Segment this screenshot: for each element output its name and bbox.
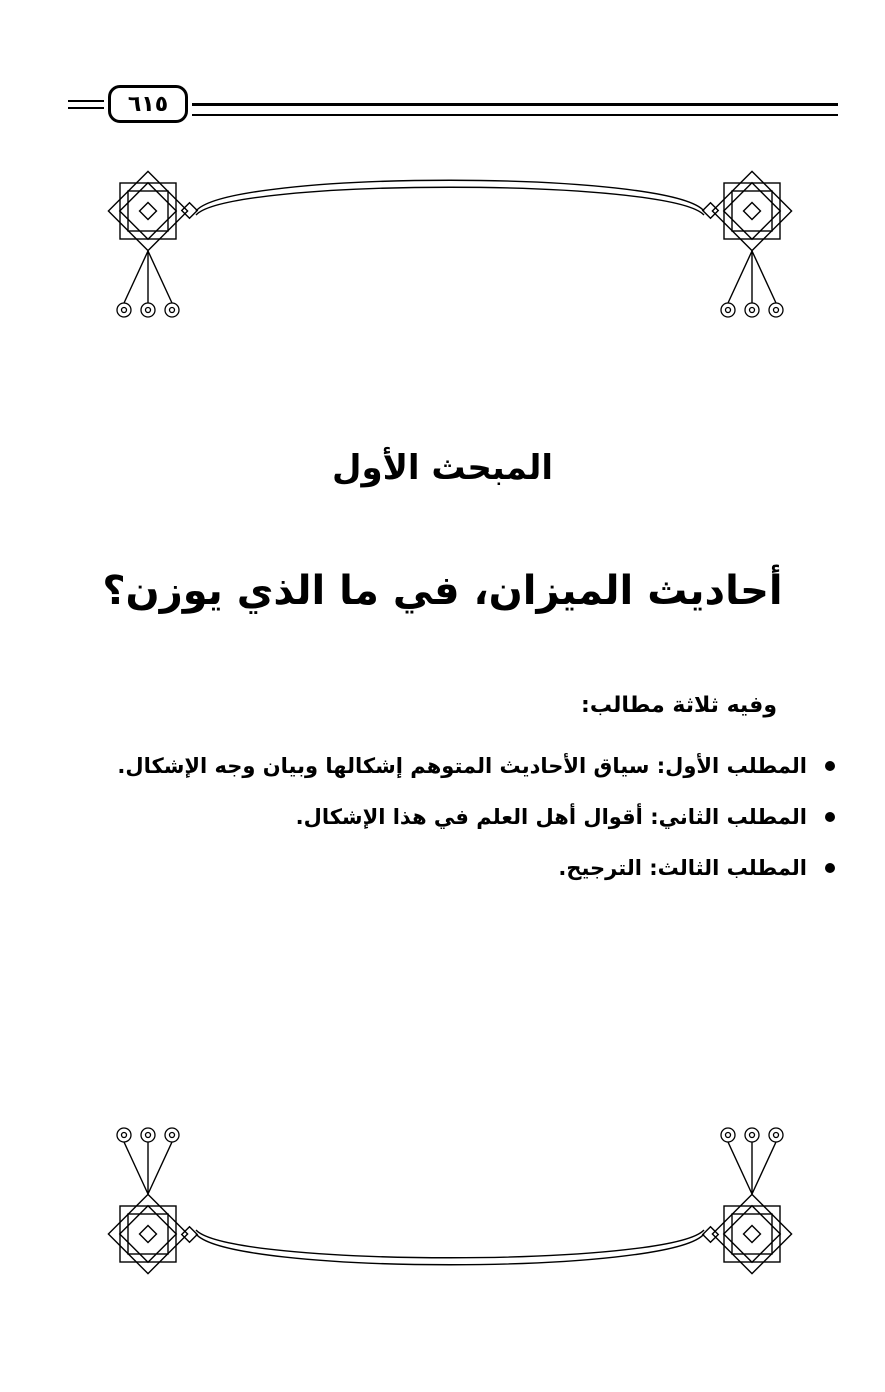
small-flower-icon [769,1128,783,1142]
section-title: أحاديث الميزان، في ما الذي يوزن؟ [102,568,783,614]
topic-text: المطلب الثاني: أقوال أهل العلم في هذا الإشكال. [295,804,807,829]
star-medallion-icon [712,171,791,250]
small-flower-icon [721,1128,735,1142]
bottom-ornament [100,1115,800,1280]
bullet-icon [825,812,835,822]
page-number: ٦١٥ [108,85,188,123]
header-rule-right [192,103,838,116]
top-ornament [100,165,800,330]
small-flower-icon [745,303,759,317]
topics-intro: وفيه ثلاثة مطالب: [581,693,777,718]
small-flower-icon [745,1128,759,1142]
list-item [117,791,835,842]
bullet-icon [825,761,835,771]
topics-list [117,740,835,893]
small-flower-icon [141,303,155,317]
small-flower-icon [141,1128,155,1142]
list-item [117,740,835,791]
header-rule-left [68,100,104,109]
section-heading: المبحث الأول [331,448,554,488]
star-medallion-icon [108,1194,187,1273]
star-medallion-icon [108,171,187,250]
small-flower-icon [117,1128,131,1142]
small-flower-icon [117,303,131,317]
list-item [117,842,835,893]
topic-text: المطلب الثالث: الترجيح. [558,855,807,880]
small-flower-icon [165,1128,179,1142]
topic-text: المطلب الأول: سياق الأحاديث المتوهم إشكالها وبيان وجه الإشكال. [117,753,807,778]
small-flower-icon [165,303,179,317]
small-flower-icon [721,303,735,317]
star-medallion-icon [712,1194,791,1273]
bullet-icon [825,863,835,873]
small-flower-icon [769,303,783,317]
